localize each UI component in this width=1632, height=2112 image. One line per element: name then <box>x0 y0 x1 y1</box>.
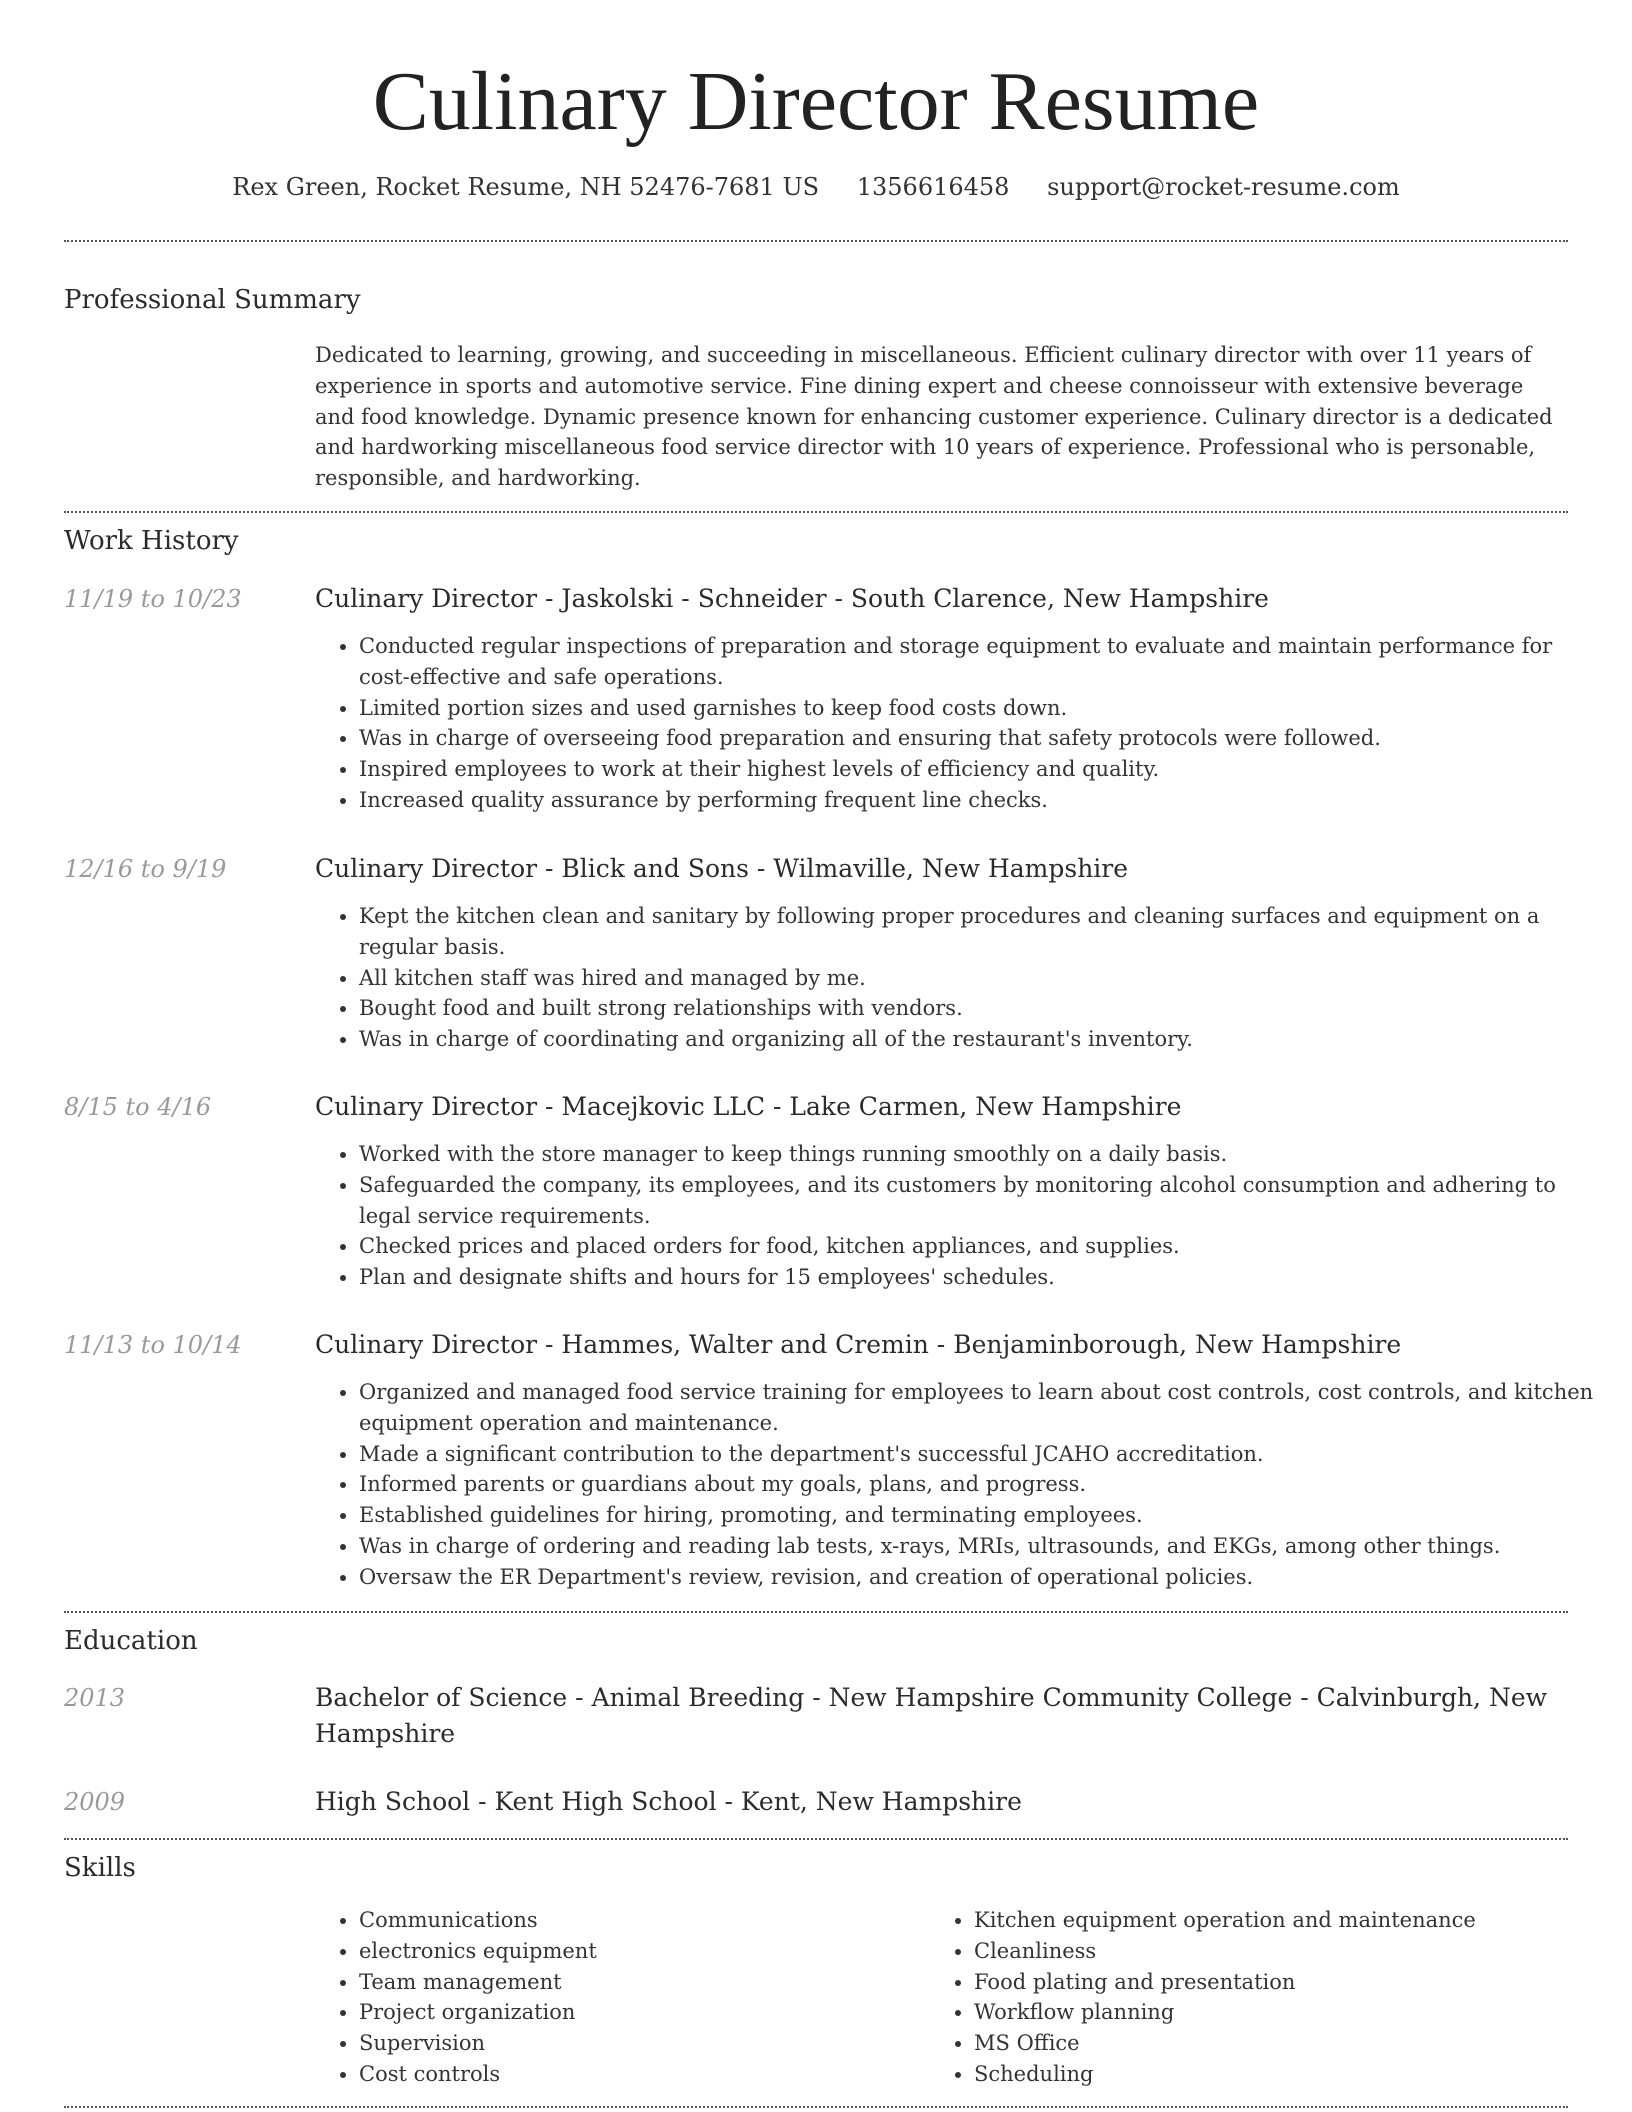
divider <box>64 240 1568 242</box>
job-bullet: • Made a significant contribution to the department's successful JCAHO accreditation. <box>359 1439 1609 1470</box>
job-bullet: • Limited portion sizes and used garnishes to keep food costs down. <box>359 693 1609 724</box>
job-dates: 8/15 to 4/16 <box>64 1093 212 1121</box>
job-bullet: • Bought food and built strong relationships with vendors. <box>359 993 1609 1024</box>
skill-item: • Cost controls <box>359 2059 929 2090</box>
job-bullets <box>315 631 1609 816</box>
skills-list-left <box>315 1905 929 2090</box>
job-dates: 11/13 to 10/14 <box>64 1331 242 1359</box>
job-bullet: • Was in charge of overseeing food preparation and ensuring that safety protocols were followed. <box>359 723 1609 754</box>
section-heading-summary: Professional Summary <box>64 285 361 315</box>
section-heading-education: Education <box>64 1626 198 1656</box>
skill-item: • Project organization <box>359 1997 929 2028</box>
skill-item: • Workflow planning <box>974 1997 1604 2028</box>
skills-list-right <box>930 1905 1604 2090</box>
contact-line <box>64 170 1568 204</box>
divider <box>64 1611 1568 1613</box>
section-heading-work: Work History <box>64 526 239 556</box>
job-bullet: • Increased quality assurance by performing frequent line checks. <box>359 785 1609 816</box>
job-bullet: • Was in charge of coordinating and organizing all of the restaurant's inventory. <box>359 1024 1609 1055</box>
section-heading-skills: Skills <box>64 1853 136 1883</box>
job-title: Culinary Director - Hammes, Walter and Cremin - Benjaminborough, New Hampshire <box>315 1330 1402 1359</box>
job-bullet: • Was in charge of ordering and reading lab tests, x-rays, MRIs, ultrasounds, and EKGs, among other things. <box>359 1531 1609 1562</box>
job-bullets <box>315 901 1609 1055</box>
skill-item: • Kitchen equipment operation and maintenance <box>974 1905 1604 1936</box>
education-year: 2013 <box>64 1684 126 1712</box>
job-bullet: • Inspired employees to work at their highest levels of efficiency and quality. <box>359 754 1609 785</box>
resume-page <box>64 0 1594 2112</box>
job-title: Culinary Director - Blick and Sons - Wilmaville, New Hampshire <box>315 854 1129 883</box>
divider <box>64 1838 1568 1840</box>
page-title: Culinary Director Resume <box>372 55 1260 148</box>
job-bullet: • Plan and designate shifts and hours for 15 employees' schedules. <box>359 1262 1609 1293</box>
job-bullet: • Informed parents or guardians about my goals, plans, and progress. <box>359 1469 1609 1500</box>
education-title: Bachelor of Science - Animal Breeding - New Hampshire Community College - Calvinburgh, New Hampshire <box>315 1683 1548 1748</box>
job-bullet: • Kept the kitchen clean and sanitary by following proper procedures and cleaning surfaces and equipment on a regular basis. <box>359 901 1609 963</box>
skill-item: • Cleanliness <box>974 1936 1604 1967</box>
skill-item: • Food plating and presentation <box>974 1967 1604 1998</box>
summary-text: Dedicated to learning, growing, and succeeding in miscellaneous. Efficient culinary director with over 11 years of experience in sports and automotive service. Fine dining expert and cheese connoisseur with extensive beverage and food knowledge. Dynamic presence known for enhancing customer experience. Culinary director is a dedicated and hardworking miscellaneous food service director with 10 years of experience. Professional who is personable, responsible, and hardworking. <box>315 343 1553 491</box>
skill-item: • Scheduling <box>974 2059 1604 2090</box>
job-bullet: • Worked with the store manager to keep things running smoothly on a daily basis. <box>359 1139 1609 1170</box>
job-bullet: • Conducted regular inspections of preparation and storage equipment to evaluate and maintain performance for cost-effective and safe operations. <box>359 631 1609 693</box>
job-bullet: • All kitchen staff was hired and managed by me. <box>359 963 1609 994</box>
skill-item: • Team management <box>359 1967 929 1998</box>
job-bullet: • Established guidelines for hiring, promoting, and terminating employees. <box>359 1500 1609 1531</box>
contact-phone: 1356616458 <box>856 173 1010 201</box>
job-title: Culinary Director - Macejkovic LLC - Lake Carmen, New Hampshire <box>315 1092 1182 1121</box>
job-bullet: • Organized and managed food service training for employees to learn about cost controls, cost controls, and kitchen equipment operation and maintenance. <box>359 1377 1609 1439</box>
skill-item: • Supervision <box>359 2028 929 2059</box>
job-dates: 12/16 to 9/19 <box>64 855 227 883</box>
skill-item: • MS Office <box>974 2028 1604 2059</box>
contact-email[interactable]: support@rocket-resume.com <box>1047 173 1400 201</box>
job-bullets <box>315 1377 1609 1593</box>
divider <box>64 2106 1568 2108</box>
skill-item: • Communications <box>359 1905 929 1936</box>
job-title: Culinary Director - Jaskolski - Schneider - South Clarence, New Hampshire <box>315 584 1269 613</box>
education-title: High School - Kent High School - Kent, New Hampshire <box>315 1787 1022 1816</box>
contact-address: Rex Green, Rocket Resume, NH 52476-7681 US <box>232 173 820 201</box>
divider <box>64 511 1568 513</box>
job-bullet: • Checked prices and placed orders for food, kitchen appliances, and supplies. <box>359 1231 1609 1262</box>
job-bullet: • Safeguarded the company, its employees, and its customers by monitoring alcohol consumption and adhering to legal service requirements. <box>359 1170 1609 1232</box>
job-bullet: • Oversaw the ER Department's review, revision, and creation of operational policies. <box>359 1562 1609 1593</box>
education-year: 2009 <box>64 1788 126 1816</box>
job-dates: 11/19 to 10/23 <box>64 585 242 613</box>
job-bullets <box>315 1139 1609 1293</box>
skill-item: • electronics equipment <box>359 1936 929 1967</box>
